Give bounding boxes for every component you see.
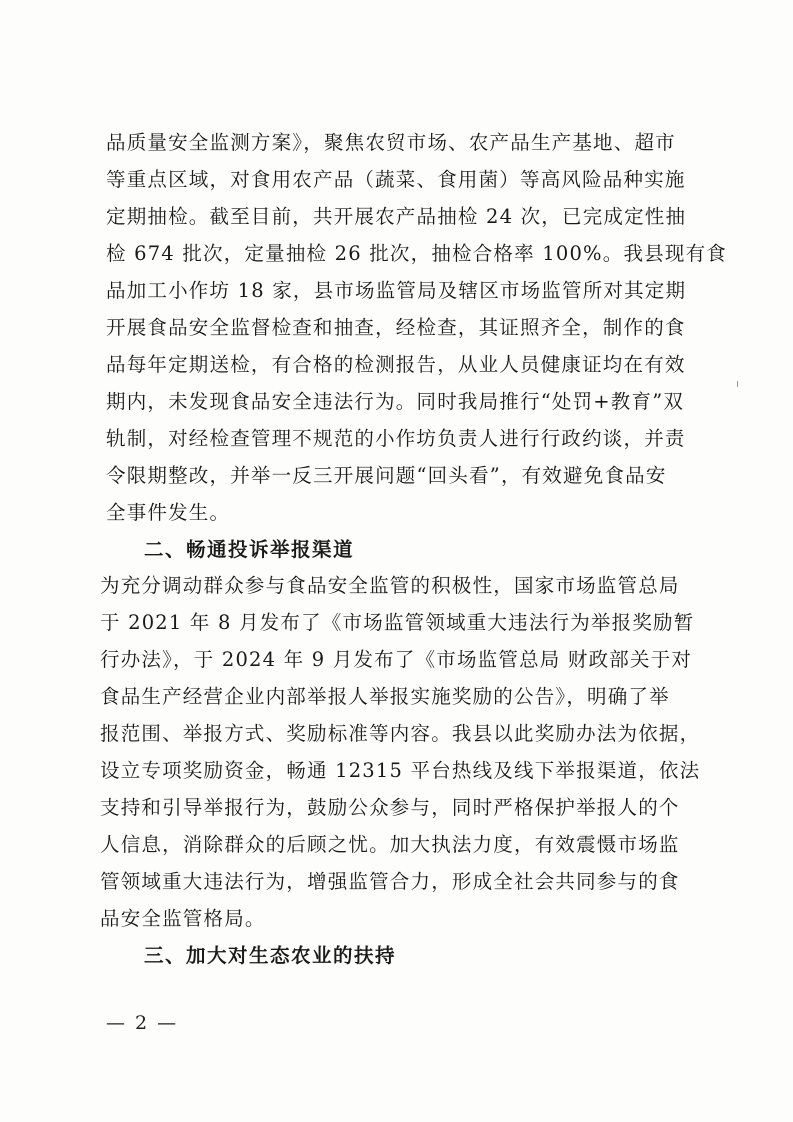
- paragraph-line: 设立专项奖励资金，畅通 12315 平台热线及线下举报渠道，依法: [100, 759, 701, 782]
- page-number: — 2 —: [106, 1012, 179, 1034]
- paragraph-line: 品质量安全监测方案》，聚焦农贸市场、农产品生产基地、超市: [106, 131, 676, 154]
- section-heading-complaint-channels: 二、畅通投诉举报渠道: [144, 538, 355, 561]
- paragraph-line: 品安全监管格局。: [100, 907, 266, 930]
- paragraph-line: 定期抽检。截至目前，共开展农产品抽检 24 次，已完成定性抽: [106, 205, 687, 228]
- paragraph-line: 开展食品安全监督检查和抽查，经检查，其证照齐全，制作的食: [106, 316, 686, 339]
- paragraph-line: 报范围、举报方式、奖励标准等内容。我县以此奖励办法为依据，: [100, 722, 701, 745]
- scan-speck: [737, 381, 738, 387]
- paragraph-line: 令限期整改，并举一反三开展问题“回头看”，有效避免食品安: [106, 464, 667, 487]
- paragraph-line: 管领域重大违法行为，增强监管合力，形成全社会共同参与的食: [100, 870, 680, 893]
- paragraph-line: 食品生产经营企业内部举报人举报实施奖励的公告》，明确了举: [100, 685, 670, 708]
- paragraph-line: 轨制，对经检查管理不规范的小作坊负责人进行行政约谈，并责: [106, 427, 686, 450]
- paragraph-line: 人信息，消除群众的后顾之忧。加大执法力度，有效震慑市场监: [100, 833, 680, 856]
- paragraph-line: 全事件发生。: [106, 501, 231, 524]
- paragraph-line: 等重点区域，对食用农产品（蔬菜、食用菌）等高风险品种实施: [106, 168, 686, 191]
- paragraph-line: 于 2021 年 8 月发布了《市场监管领域重大违法行为举报奖励暂: [100, 611, 695, 634]
- paragraph-line: 为充分调动群众参与食品安全监管的积极性，国家市场监管总局: [100, 574, 680, 597]
- paragraph-line: 支持和引导举报行为，鼓励公众参与，同时严格保护举报人的个: [100, 796, 680, 819]
- paragraph-line: 期内，未发现食品安全违法行为。同时我局推行“处罚+教育”双: [106, 390, 685, 413]
- paragraph-line: 品每年定期送检，有合格的检测报告，从业人员健康证均在有效: [106, 353, 686, 376]
- paragraph-line: 品加工小作坊 18 家，县市场监管局及辖区市场监管所对其定期: [106, 279, 687, 302]
- section-heading-eco-agriculture: 三、加大对生态农业的扶持: [144, 944, 397, 967]
- paragraph-line: 检 674 批次，定量抽检 26 批次，抽检合格率 100%。我县现有食: [106, 242, 727, 265]
- paragraph-line: 行办法》，于 2024 年 9 月发布了《市场监管总局 财政部关于对: [100, 648, 693, 671]
